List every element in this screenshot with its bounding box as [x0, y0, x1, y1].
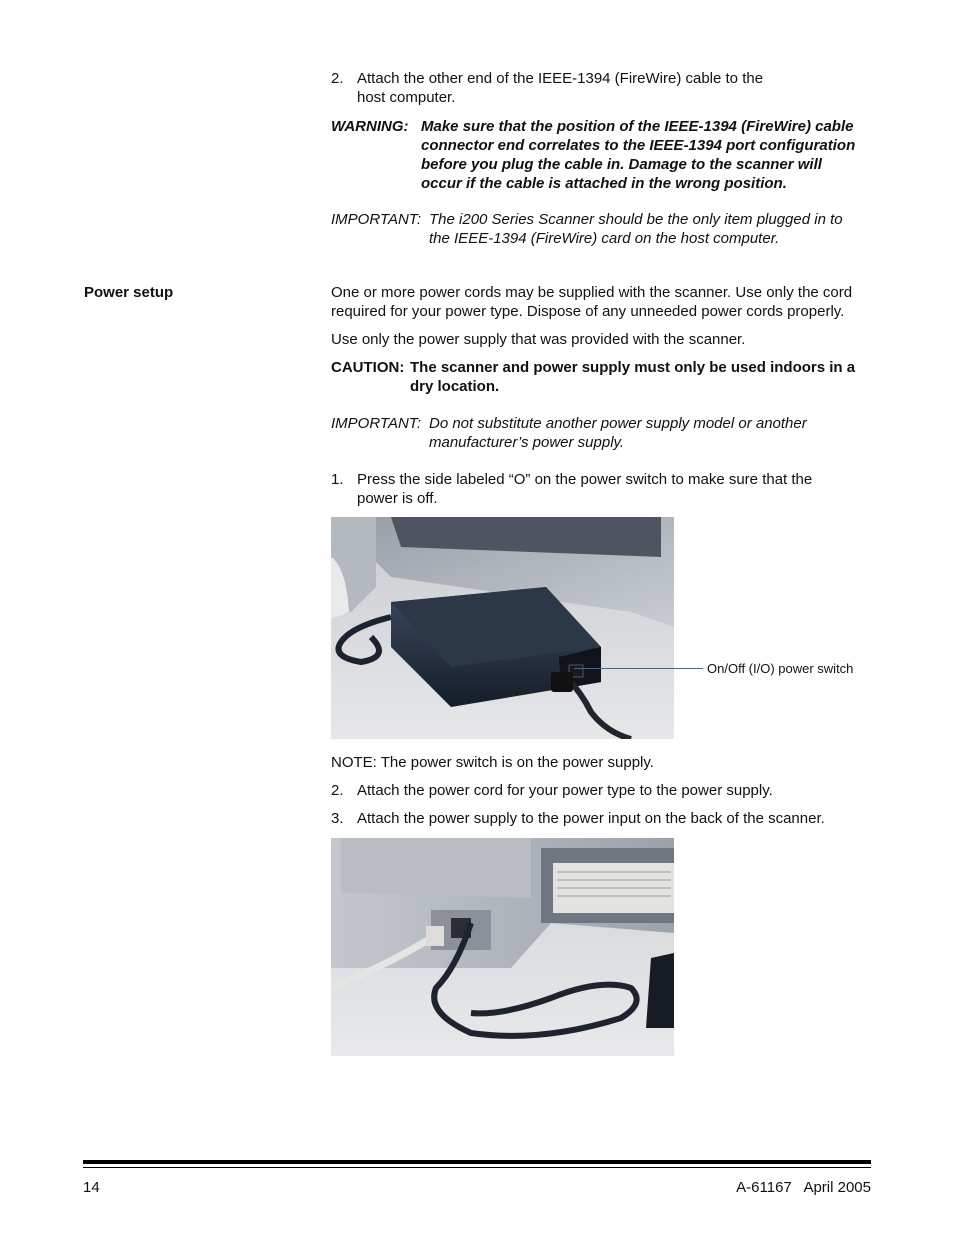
callout-line	[574, 668, 703, 669]
warning-label: WARNING:	[331, 118, 409, 135]
callout-label: On/Off (I/O) power switch	[707, 661, 854, 676]
paragraph: Use only the power supply that was provided with the scanner.	[331, 331, 746, 348]
footer-rule-thin	[83, 1167, 871, 1168]
warning-line: occur if the cable is attached in the wrong position.	[421, 175, 787, 192]
caution-block	[331, 358, 891, 398]
warning-block	[331, 117, 891, 197]
paragraph-line: required for your power type. Dispose of any unneeded power cords properly.	[331, 303, 845, 320]
step-number: 2.	[331, 70, 344, 87]
power-supply-illustration	[331, 517, 674, 739]
important-line1: Do not substitute another power supply model or another	[429, 415, 807, 432]
step-number: 3.	[331, 810, 344, 827]
important-note-firewire	[331, 210, 891, 250]
warning-line: before you plug the cable in. Damage to the scanner will	[421, 156, 822, 173]
important-note-power	[331, 414, 891, 454]
step-text-line2: host computer.	[357, 89, 456, 106]
section-heading: Power setup	[84, 284, 174, 301]
caution-line2: dry location.	[410, 378, 500, 395]
important-line1: The i200 Series Scanner should be the only item plugged in to	[429, 211, 843, 228]
note: NOTE: The power switch is on the power supply.	[331, 754, 654, 771]
page-number: 14	[83, 1179, 100, 1196]
important-line2: manufacturer’s power supply.	[429, 434, 625, 451]
important-label: IMPORTANT:	[331, 415, 421, 432]
important-line2: the IEEE-1394 (FireWire) card on the host computer.	[429, 230, 780, 247]
step-number: 1.	[331, 471, 344, 488]
scanner-back-photo	[331, 838, 674, 1056]
step-text: Attach the power supply to the power input on the back of the scanner.	[357, 810, 825, 827]
step-number: 2.	[331, 782, 344, 799]
power-supply-photo	[331, 517, 674, 739]
warning-line: connector end correlates to the IEEE-1394 port configuration	[421, 137, 856, 154]
paragraph-line: One or more power cords may be supplied with the scanner. Use only the cord	[331, 284, 853, 301]
important-label: IMPORTANT:	[331, 211, 421, 228]
footer-rule-thick	[83, 1160, 871, 1164]
document-id: A-61167 April 2005	[736, 1179, 871, 1196]
warning-line: Make sure that the position of the IEEE-1394 (FireWire) cable	[421, 118, 854, 135]
step-text-line1: Attach the other end of the IEEE-1394 (FireWire) cable to the	[357, 70, 764, 87]
step-text-line1: Press the side labeled “O” on the power switch to make sure that the	[357, 471, 813, 488]
scanner-back-illustration	[331, 838, 674, 1056]
caution-label: CAUTION:	[331, 359, 405, 376]
step-text: Attach the power cord for your power type to the power supply.	[357, 782, 773, 799]
caution-line1: The scanner and power supply must only be used indoors in a	[410, 359, 856, 376]
step-text-line2: power is off.	[357, 490, 438, 507]
